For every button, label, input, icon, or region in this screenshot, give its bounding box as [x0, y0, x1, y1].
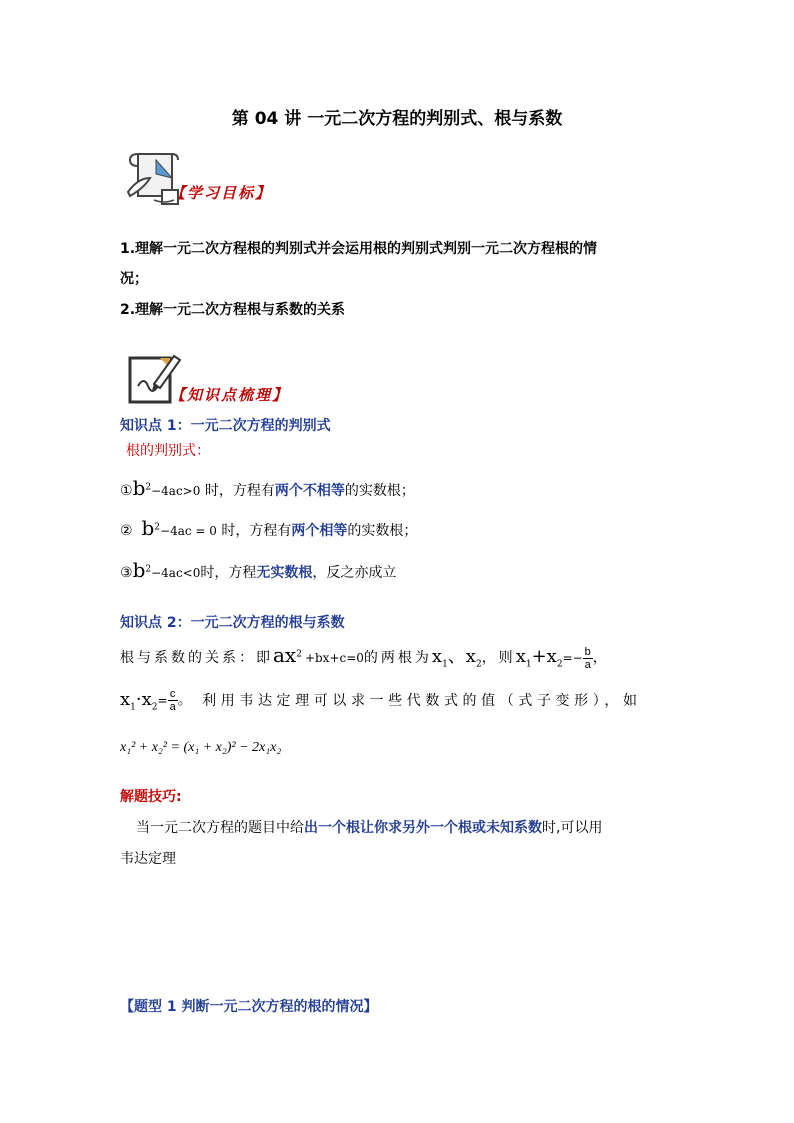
kp1-title: 知识点 1：一元二次方程的判别式: [120, 418, 331, 434]
kp2-equation: +bx+c=0: [304, 651, 364, 665]
learning-goals-header: 【学习目标】: [170, 184, 273, 202]
kp1-subtitle: 根的判别式：: [126, 443, 210, 459]
kp2-formula: x₁² + x₂² = (x₁ + x₂)² − 2x₁x₂: [120, 740, 282, 755]
case-1-expr: −4ac>0: [151, 484, 201, 498]
case-2-marker: ②: [120, 523, 133, 539]
knowledge-header: 【知识点梳理】: [170, 386, 290, 404]
case-3-b: b: [132, 558, 146, 582]
case-1-emph: 两个不相等: [274, 483, 345, 499]
page-title: 第 04 讲 一元二次方程的判别式、根与系数: [231, 109, 563, 129]
case-2-b: b: [141, 516, 155, 540]
case-3-emph: 无实数根: [256, 565, 313, 581]
tips-line-1: 当一元二次方程的题目中给出一个根让你求另外一个根或未知系数时,可以用: [136, 820, 603, 836]
case-1-b: b: [132, 476, 146, 500]
section-title: 【题型 1 判断一元二次方程的根的情况】: [120, 999, 378, 1015]
kp2-vieta-text: 利用韦达定理可以求一些代数式的值（式子变形），如: [202, 692, 642, 709]
tips-line-2: 韦达定理: [120, 851, 176, 867]
kp2-line-1: 根与系数的关系：即$ax^2+bx+c=0$的两根为$x_1$、$x_2$，则$x_1+x_2=-$ $\frac{b}{a}$ ，: [120, 643, 610, 671]
kp2-title: 知识点 2：一元二次方程的根与系数: [120, 615, 345, 631]
case-2: ② $b^2-4ac = 0$ 时，方程有两个相等的实数根；: [120, 516, 418, 540]
case-3: $③b^2-4ac<0$时，方程无实数根，反之亦成立: [120, 558, 397, 582]
case-2-emph: 两个相等: [291, 523, 348, 539]
goal-item-2: 2.理解一元二次方程根与系数的关系: [120, 302, 346, 318]
tips-header: 解题技巧:: [120, 789, 182, 805]
case-2-expr: −4ac = 0: [160, 524, 217, 538]
case-1: $①b^2-4ac>0$ 时，方程有两个不相等的实数根；: [120, 476, 415, 500]
case-1-marker: ①: [120, 483, 133, 499]
case-3-marker: ③: [120, 565, 133, 581]
case-3-expr: −4ac<0: [151, 566, 201, 580]
goal-item-1: 1.理解一元二次方程根的判别式并会运用根的判别式判别一元二次方程根的情: [120, 241, 598, 257]
kp2-line-2: $x_1\cdot x_2=$ $\frac{c}{a}$ 。 利用韦达定理可以求一些代数式的值（式子变形），如: [120, 688, 642, 713]
goal-item-1-cont: 况；: [120, 271, 148, 287]
